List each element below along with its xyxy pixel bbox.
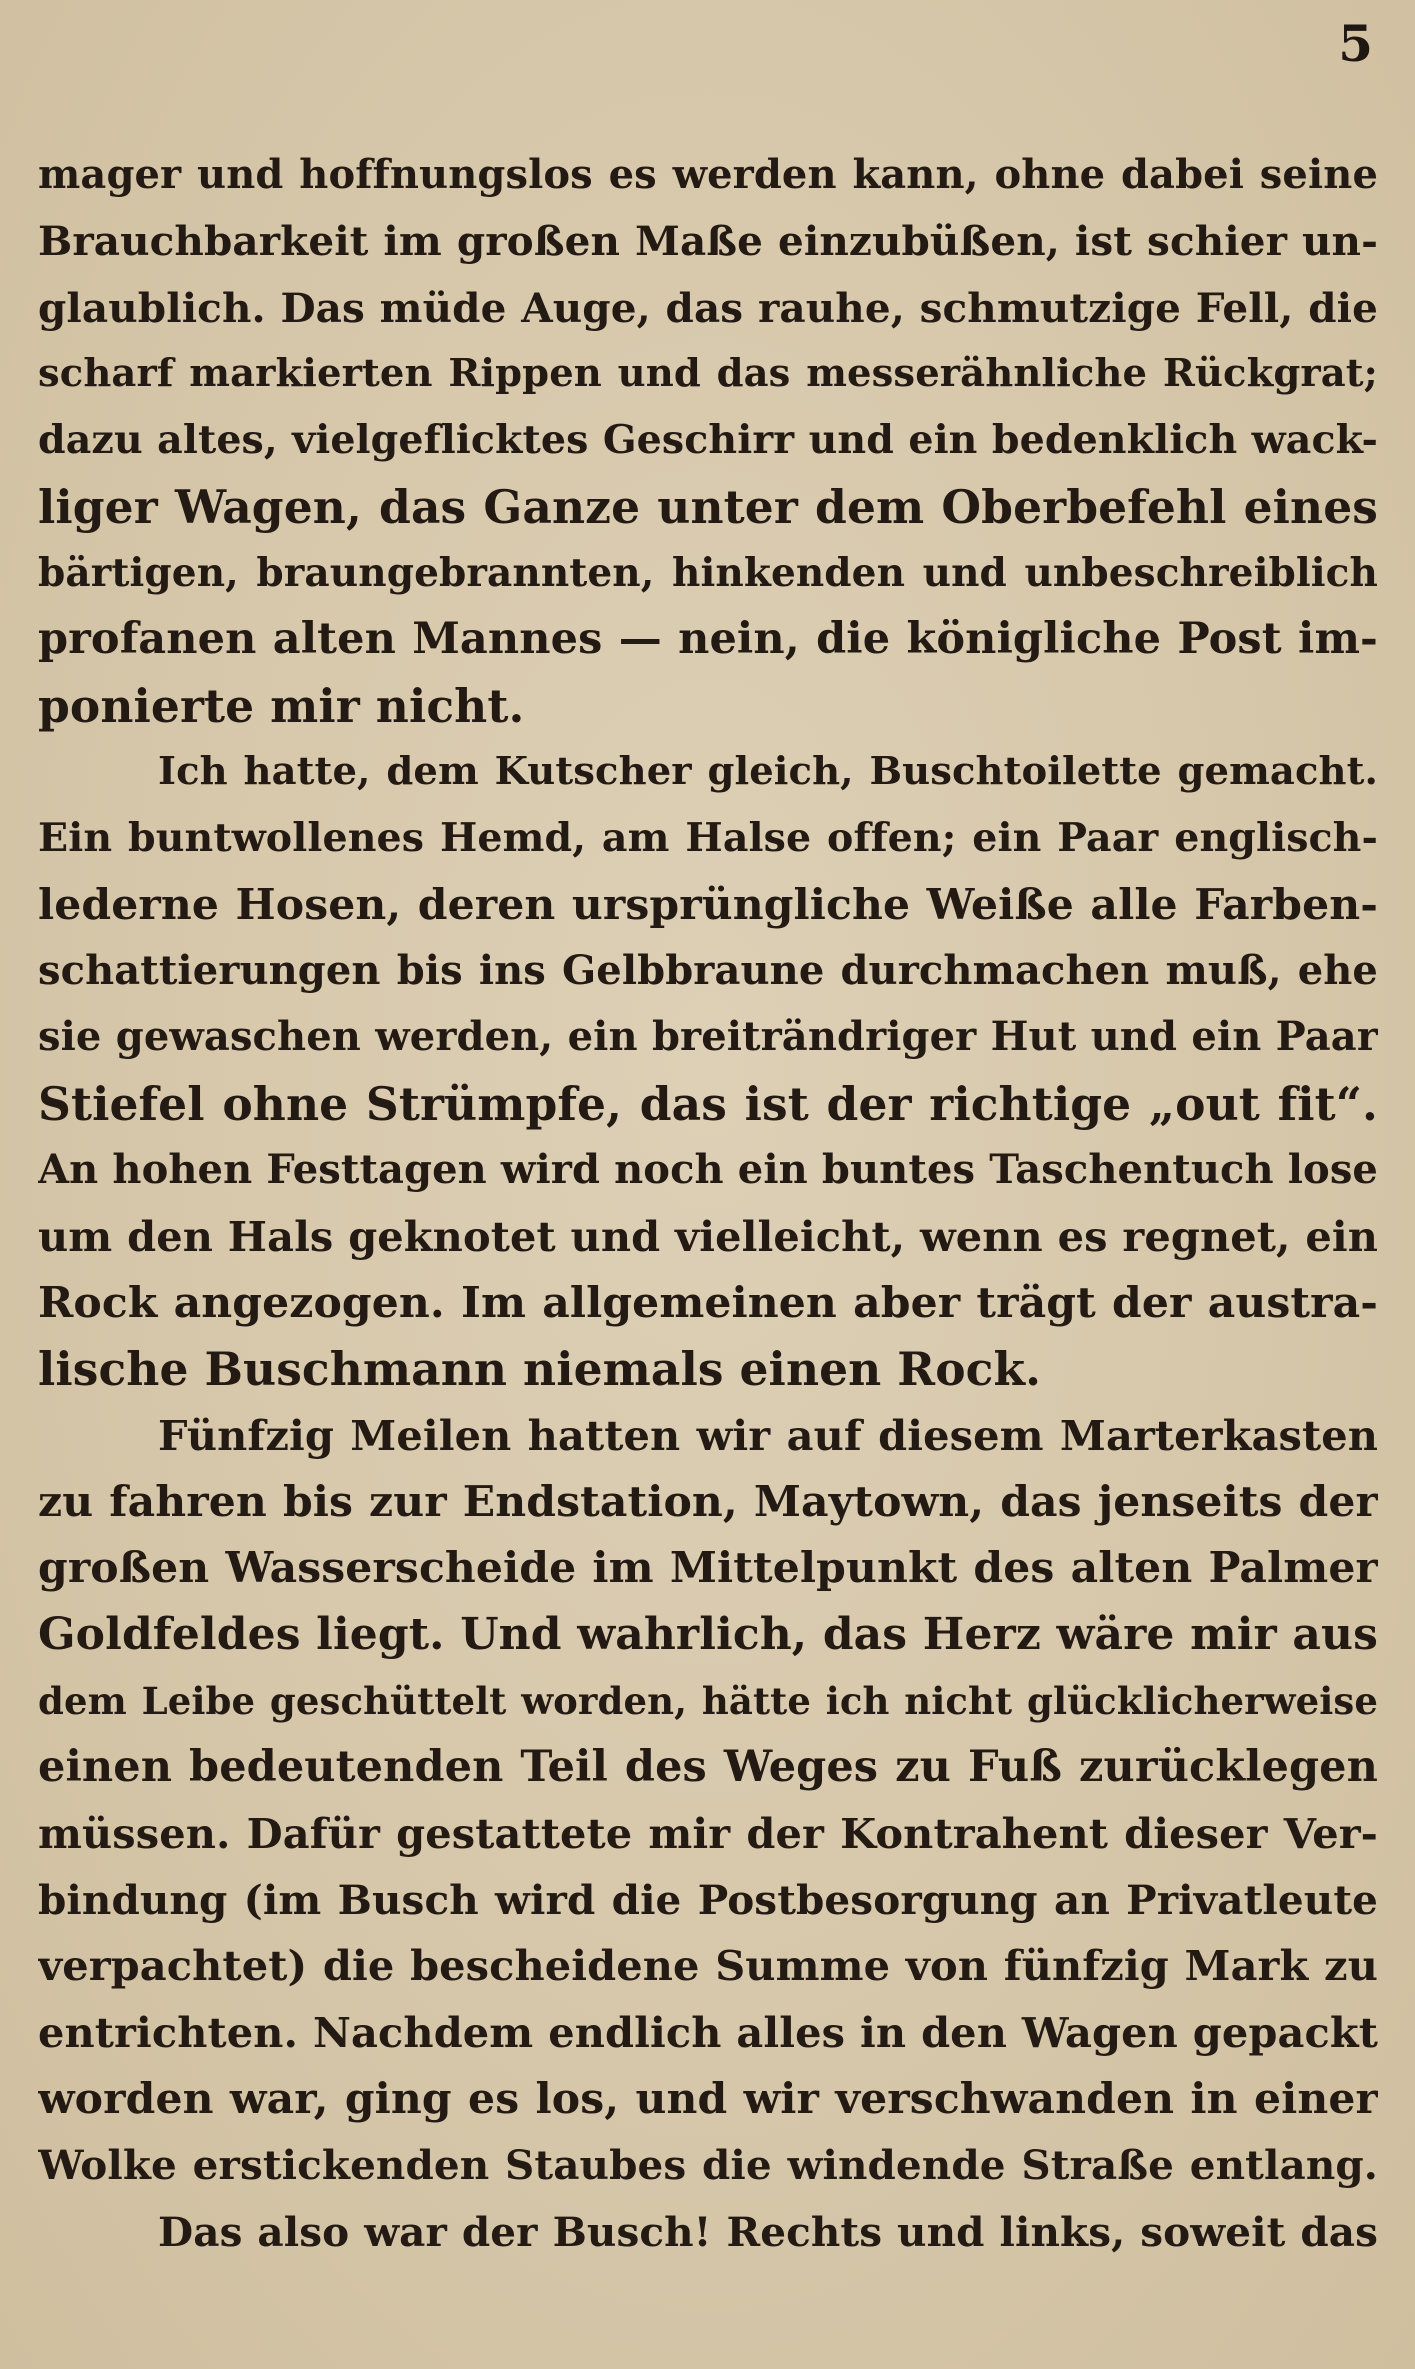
text-line: einen bedeutenden Teil des Weges zu Fuß zurücklegen (38, 1742, 1378, 1793)
text-line: An hohen Festtagen wird noch ein buntes Taschentuch lose (38, 1146, 1378, 1194)
paragraph-first-line: Fünfzig Meilen hatten wir auf diesem Marterkasten (158, 1410, 1378, 1460)
text-line: glaublich. Das müde Auge, das rauhe, schmutzige Fell, die (38, 283, 1378, 332)
body-text (38, 142, 1378, 2265)
text-line: verpachtet) die bescheidene Summe von fünfzig Mark zu (38, 1941, 1378, 1991)
text-line: lederne Hosen, deren ursprüngliche Weiße alle Farben- (38, 879, 1378, 930)
text-line: dazu altes, vielgeflicktes Geschirr und ein bedenklich wack- (38, 417, 1378, 464)
text-line: mager und hoffnungslos es werden kann, ohne dabei seine (38, 151, 1378, 198)
paragraph-first-line: Das also war der Busch! Rechts und links, soweit das (158, 2207, 1378, 2256)
text-line: scharf markierten Rippen und das messerähnliche Rückgrat; (38, 351, 1378, 397)
text-line: schattierungen bis ins Gelbbraune durchmachen muß, ehe (38, 947, 1378, 995)
text-line: Goldfeldes liegt. Und wahrlich, das Herz wäre mir aus (38, 1608, 1378, 1660)
text-line: zu fahren bis zur Endstation, Maytown, das jenseits der (38, 1476, 1378, 1527)
text-line: worden war, ging es los, und wir verschwanden in einer (38, 2073, 1378, 2124)
text-line: entrichten. Nachdem endlich alles in den Wagen gepackt (38, 2007, 1378, 2057)
text-line: bärtigen, braungebrannten, hinkenden und unbeschreiblich (38, 550, 1378, 597)
page-number: 5 (1338, 14, 1373, 73)
text-line: Rock angezogen. Im allgemeinen aber trägt der austra- (38, 1277, 1378, 1328)
text-line: um den Hals geknotet und vielleicht, wenn es regnet, ein (38, 1211, 1378, 1261)
text-line: profanen alten Mannes — nein, die königliche Post im- (38, 614, 1378, 665)
text-line: großen Wasserscheide im Mittelpunkt des alten Palmer (38, 1543, 1378, 1594)
text-line: Ein buntwollenes Hemd, am Halse offen; ein Paar englisch- (38, 815, 1378, 862)
text-line: dem Leibe geschüttelt worden, hätte ich nicht glücklicherweise (38, 1678, 1378, 1723)
text-line: Wolke erstickenden Staubes die windende Straße entlang. (38, 2141, 1378, 2190)
text-line: Stiefel ohne Strümpfe, das ist der richtige „out fit“. (38, 1076, 1378, 1131)
text-line: ponierte mir nicht. (38, 678, 525, 733)
text-line: liger Wagen, das Ganze unter dem Oberbefehl eines (38, 479, 1378, 534)
text-line: müssen. Dafür gestattete mir der Kontrahent dieser Ver- (38, 1808, 1378, 1858)
text-line: sie gewaschen werden, ein breiträndriger Hut und ein Paar (38, 1013, 1378, 1061)
text-line: bindung (im Busch wird die Postbesorgung an Privatleute (38, 1875, 1378, 1924)
text-line: Brauchbarkeit im großen Maße einzubüßen, ist schier un- (38, 217, 1378, 266)
text-line: lische Buschmann niemals einen Rock. (38, 1342, 1042, 1397)
paragraph-first-line: Ich hatte, dem Kutscher gleich, Buschtoilette gemacht. (158, 749, 1378, 795)
